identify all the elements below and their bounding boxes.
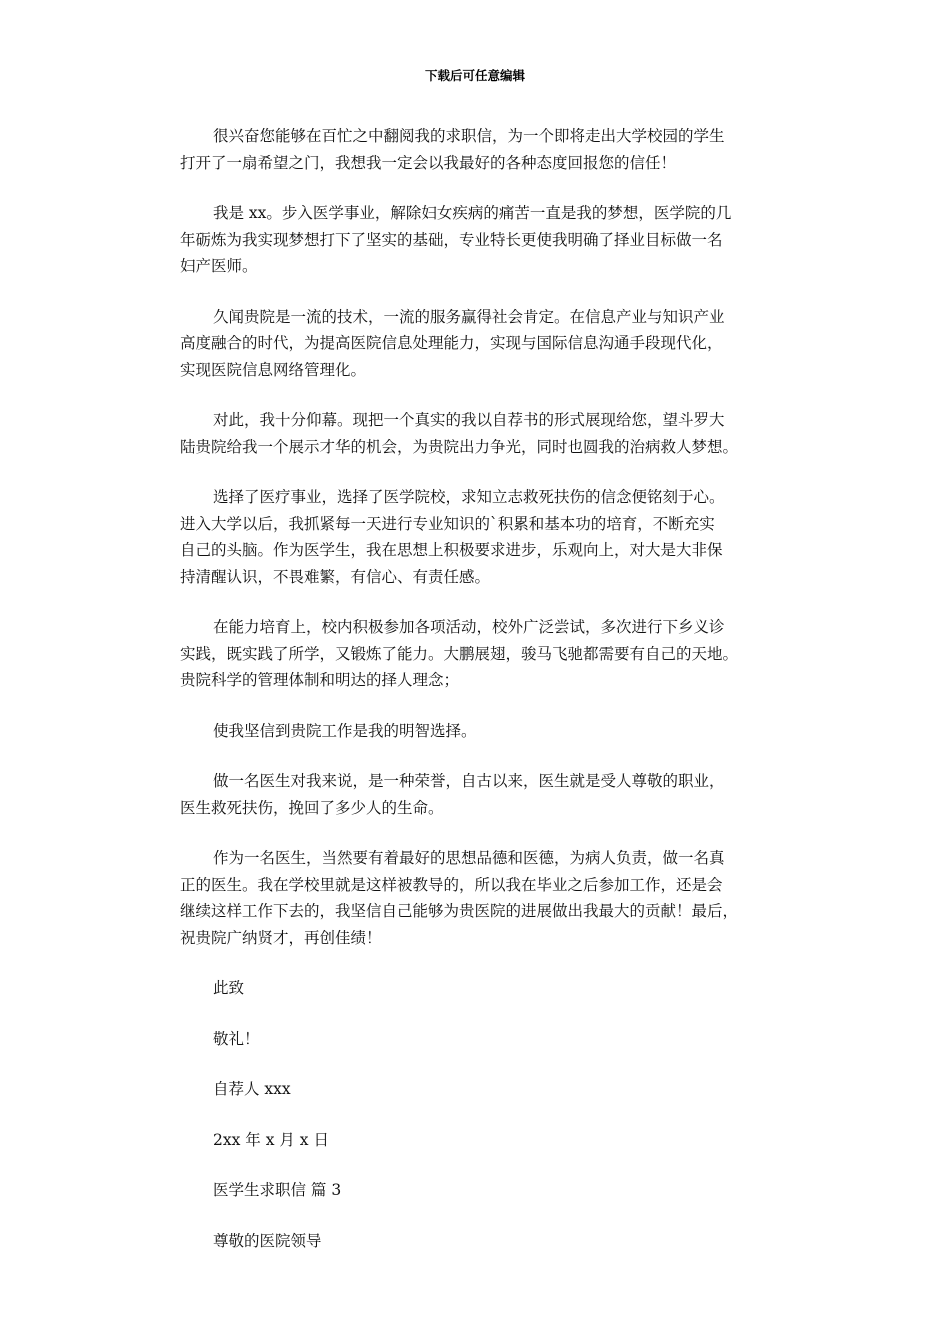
closing-regards: 敬礼！: [213, 1029, 260, 1048]
signature-line: 自荐人 xxx: [213, 1080, 291, 1098]
paragraph-abilities: 在能力培育上，校内积极参加各项活动，校外广泛尝试，多次进行下乡义诊 实践，既实践了所学，又锻炼了能力。大鹏展翅，骏马飞驰都需要有自己的天地。 贵院科学的管理体制和明达的择人理念；: [180, 618, 739, 689]
page-header: 下载后可任意编辑: [424, 68, 525, 83]
paragraph-hospital-reputation: 久闻贵院是一流的技术，一流的服务赢得社会肯定。在信息产业与知识产业 高度融合的时代，为提高医院信息处理能力，实现与国际信息沟通手段现代化， 实现医院信息网络管理化。: [180, 307, 725, 379]
section-title: 医学生求职信 篇 3: [213, 1181, 342, 1199]
paragraph-commitment: 作为一名医生，当然要有着最好的思想品德和医德，为病人负责，做一名真 正的医生。我在学校里就是这样被教导的，所以我在毕业之后参加工作，还是会 继续这样工作下去的，我坚信自己能够为贵医院的进展做出我最大的贡献！最后， 祝贵院广纳贤才，再创佳绩！: [180, 849, 739, 947]
closing-salutation: 此致: [213, 979, 245, 997]
next-letter-greeting: 尊敬的医院领导: [213, 1231, 322, 1250]
paragraph-honor: 做一名医生对我来说，是一种荣誉，自古以来，医生就是受人尊敬的职业， 医生救死扶伤，挽回了多少人的生命。: [180, 772, 725, 817]
date-line: 2xx 年 x 月 x 日: [213, 1130, 329, 1149]
paragraph-admiration: 对此，我十分仰幕。现把一个真实的我以自荐书的形式展现给您，望斗罗大 陆贵院给我一个展示才华的机会，为贵院出力争光，同时也圆我的治病救人梦想。: [180, 411, 739, 456]
letter-body: [180, 123, 780, 1278]
paragraph-choice: 使我坚信到贵院工作是我的明智选择。: [213, 721, 477, 740]
paragraph-intro: 很兴奋您能够在百忙之中翻阅我的求职信，为一个即将走出大学校园的学生 打开了一扇希望之门，我想我一定会以我最好的各种态度回报您的信任！: [180, 127, 725, 172]
paragraph-self-introduction: 我是 xx。步入医学事业，解除妇女疾病的痛苦一直是我的梦想，医学院的几 年砺炼为我实现梦想打下了坚实的基础，专业特长更使我明确了择业目标做一名 妇产医师。: [180, 204, 732, 275]
paragraph-education: 选择了医疗事业，选择了医学院校，求知立志救死扶伤的信念便铭刻于心。 进入大学以后，我抓紧每一天进行专业知识的`积累和基本功的培育，不断充实 自己的头脑。作为医学生，我在思想上积极要求进步，乐观向上，对大是大非保 持清醒认识，不畏难繁，有信心、有责任感。: [180, 488, 725, 586]
